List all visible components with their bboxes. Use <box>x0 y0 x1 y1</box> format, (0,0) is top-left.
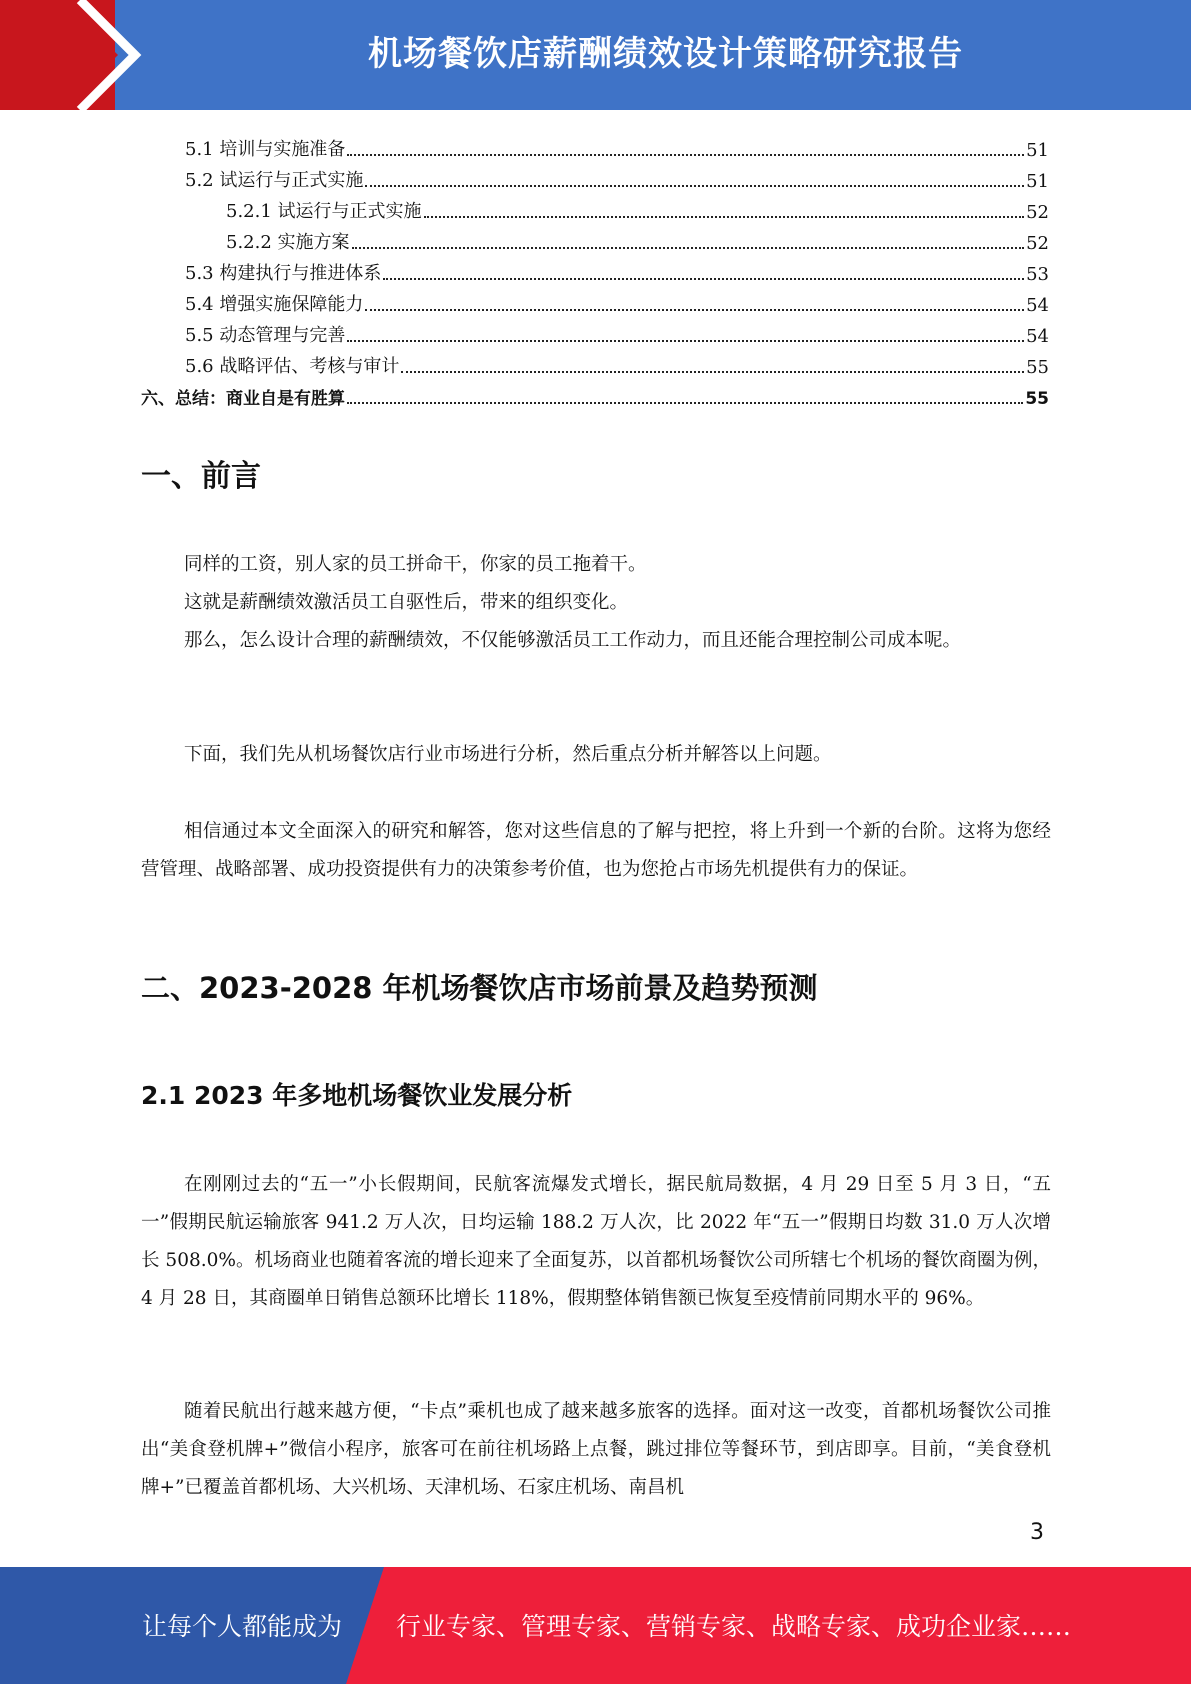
paragraph: 下面，我们先从机场餐饮店行业市场进行分析，然后重点分析并解答以上问题。 <box>184 744 832 765</box>
toc-page: 52 <box>1026 202 1049 223</box>
paragraph: 在刚刚过去的“五一”小长假期间，民航客流爆发式增长，据民航局数据，4 月 29 日至 5 月 3 日，“五一”假期民航运输旅客 941.2 万人次，日均运输 188.2 万人次，比 2022 年“五一”假期日均数 31.0 万人次增长 508.0%。机场商业也随着客流的增长迎来了全面复苏，以首都机场餐饮公司所辖七个机场的餐饮商圈为例，4 月 28 日，其商圈单日销售总额环比增长 118%，假期整体销售额已恢复至疫情前同期水平的 96%。 <box>141 1174 1051 1309</box>
toc-label: 5.2.2 实施方案 <box>226 232 350 253</box>
table-of-contents <box>141 130 1049 409</box>
header-chevron-icon <box>0 0 160 110</box>
page-number: 3 <box>1030 1520 1044 1545</box>
toc-entry[interactable] <box>141 254 1049 285</box>
toc-leader <box>365 184 1024 187</box>
toc-leader <box>424 215 1025 218</box>
toc-page: 52 <box>1026 233 1049 254</box>
page-header <box>0 0 1191 110</box>
toc-entry[interactable] <box>141 378 1049 409</box>
subsection-heading: 2.1 2023 年多地机场餐饮业发展分析 <box>141 1081 573 1110</box>
toc-label: 六、总结：商业自是有胜算 <box>141 389 345 409</box>
section-heading: 二、2023-2028 年机场餐饮店市场前景及趋势预测 <box>141 971 818 1005</box>
toc-leader <box>365 308 1024 311</box>
toc-label: 5.1 培训与实施准备 <box>185 139 346 160</box>
page-footer <box>0 1567 1191 1684</box>
report-title: 机场餐饮店薪酬绩效设计策略研究报告 <box>368 34 963 74</box>
toc-page: 51 <box>1026 171 1049 192</box>
section-heading: 一、前言 <box>141 459 261 494</box>
toc-entry[interactable] <box>141 130 1049 161</box>
toc-label: 5.2 试运行与正式实施 <box>185 170 364 191</box>
toc-label: 5.5 动态管理与完善 <box>185 325 346 346</box>
paragraph: 相信通过本文全面深入的研究和解答，您对这些信息的了解与把控，将上升到一个新的台阶。这将为您经营管理、战略部署、成功投资提供有力的决策参考价值，也为您抢占市场先机提供有力的保证。 <box>141 821 1051 880</box>
toc-page: 55 <box>1025 389 1049 409</box>
toc-leader <box>383 277 1024 280</box>
toc-leader <box>352 246 1025 249</box>
toc-leader <box>347 339 1024 342</box>
toc-page: 55 <box>1026 357 1049 378</box>
toc-entry[interactable] <box>141 285 1049 316</box>
toc-label: 5.3 构建执行与推进体系 <box>185 263 382 284</box>
toc-page: 51 <box>1026 140 1049 161</box>
paragraph: 同样的工资，别人家的员工拼命干，你家的员工拖着干。 <box>184 554 647 575</box>
toc-entry[interactable] <box>141 223 1049 254</box>
paragraph: 那么，怎么设计合理的薪酬绩效，不仅能够激活员工工作动力，而且还能合理控制公司成本呢。 <box>184 630 962 651</box>
paragraph: 这就是薪酬绩效激活员工自驱性后，带来的组织变化。 <box>184 592 629 613</box>
paragraph: 随着民航出行越来越方便，“卡点”乘机也成了越来越多旅客的选择。面对这一改变，首都机场餐饮公司推出“美食登机牌+”微信小程序，旅客可在前往机场路上点餐，跳过排位等餐环节，到店即享。目前，“美食登机牌+”已覆盖首都机场、大兴机场、天津机场、石家庄机场、南昌机 <box>141 1401 1051 1498</box>
toc-page: 54 <box>1026 295 1049 316</box>
toc-entry[interactable] <box>141 316 1049 347</box>
toc-entry[interactable] <box>141 347 1049 378</box>
toc-page: 54 <box>1026 326 1049 347</box>
toc-label: 5.4 增强实施保障能力 <box>185 294 364 315</box>
toc-label: 5.2.1 试运行与正式实施 <box>226 201 422 222</box>
footer-roles: 行业专家、管理专家、营销专家、战略专家、成功企业家…… <box>396 1612 1072 1641</box>
toc-page: 53 <box>1026 264 1049 285</box>
toc-label: 5.6 战略评估、考核与审计 <box>185 356 400 377</box>
toc-leader <box>347 401 1023 404</box>
toc-leader <box>401 370 1024 373</box>
footer-slogan: 让每个人都能成为 <box>142 1612 343 1641</box>
toc-entry[interactable] <box>141 161 1049 192</box>
toc-entry[interactable] <box>141 192 1049 223</box>
toc-leader <box>347 153 1024 156</box>
